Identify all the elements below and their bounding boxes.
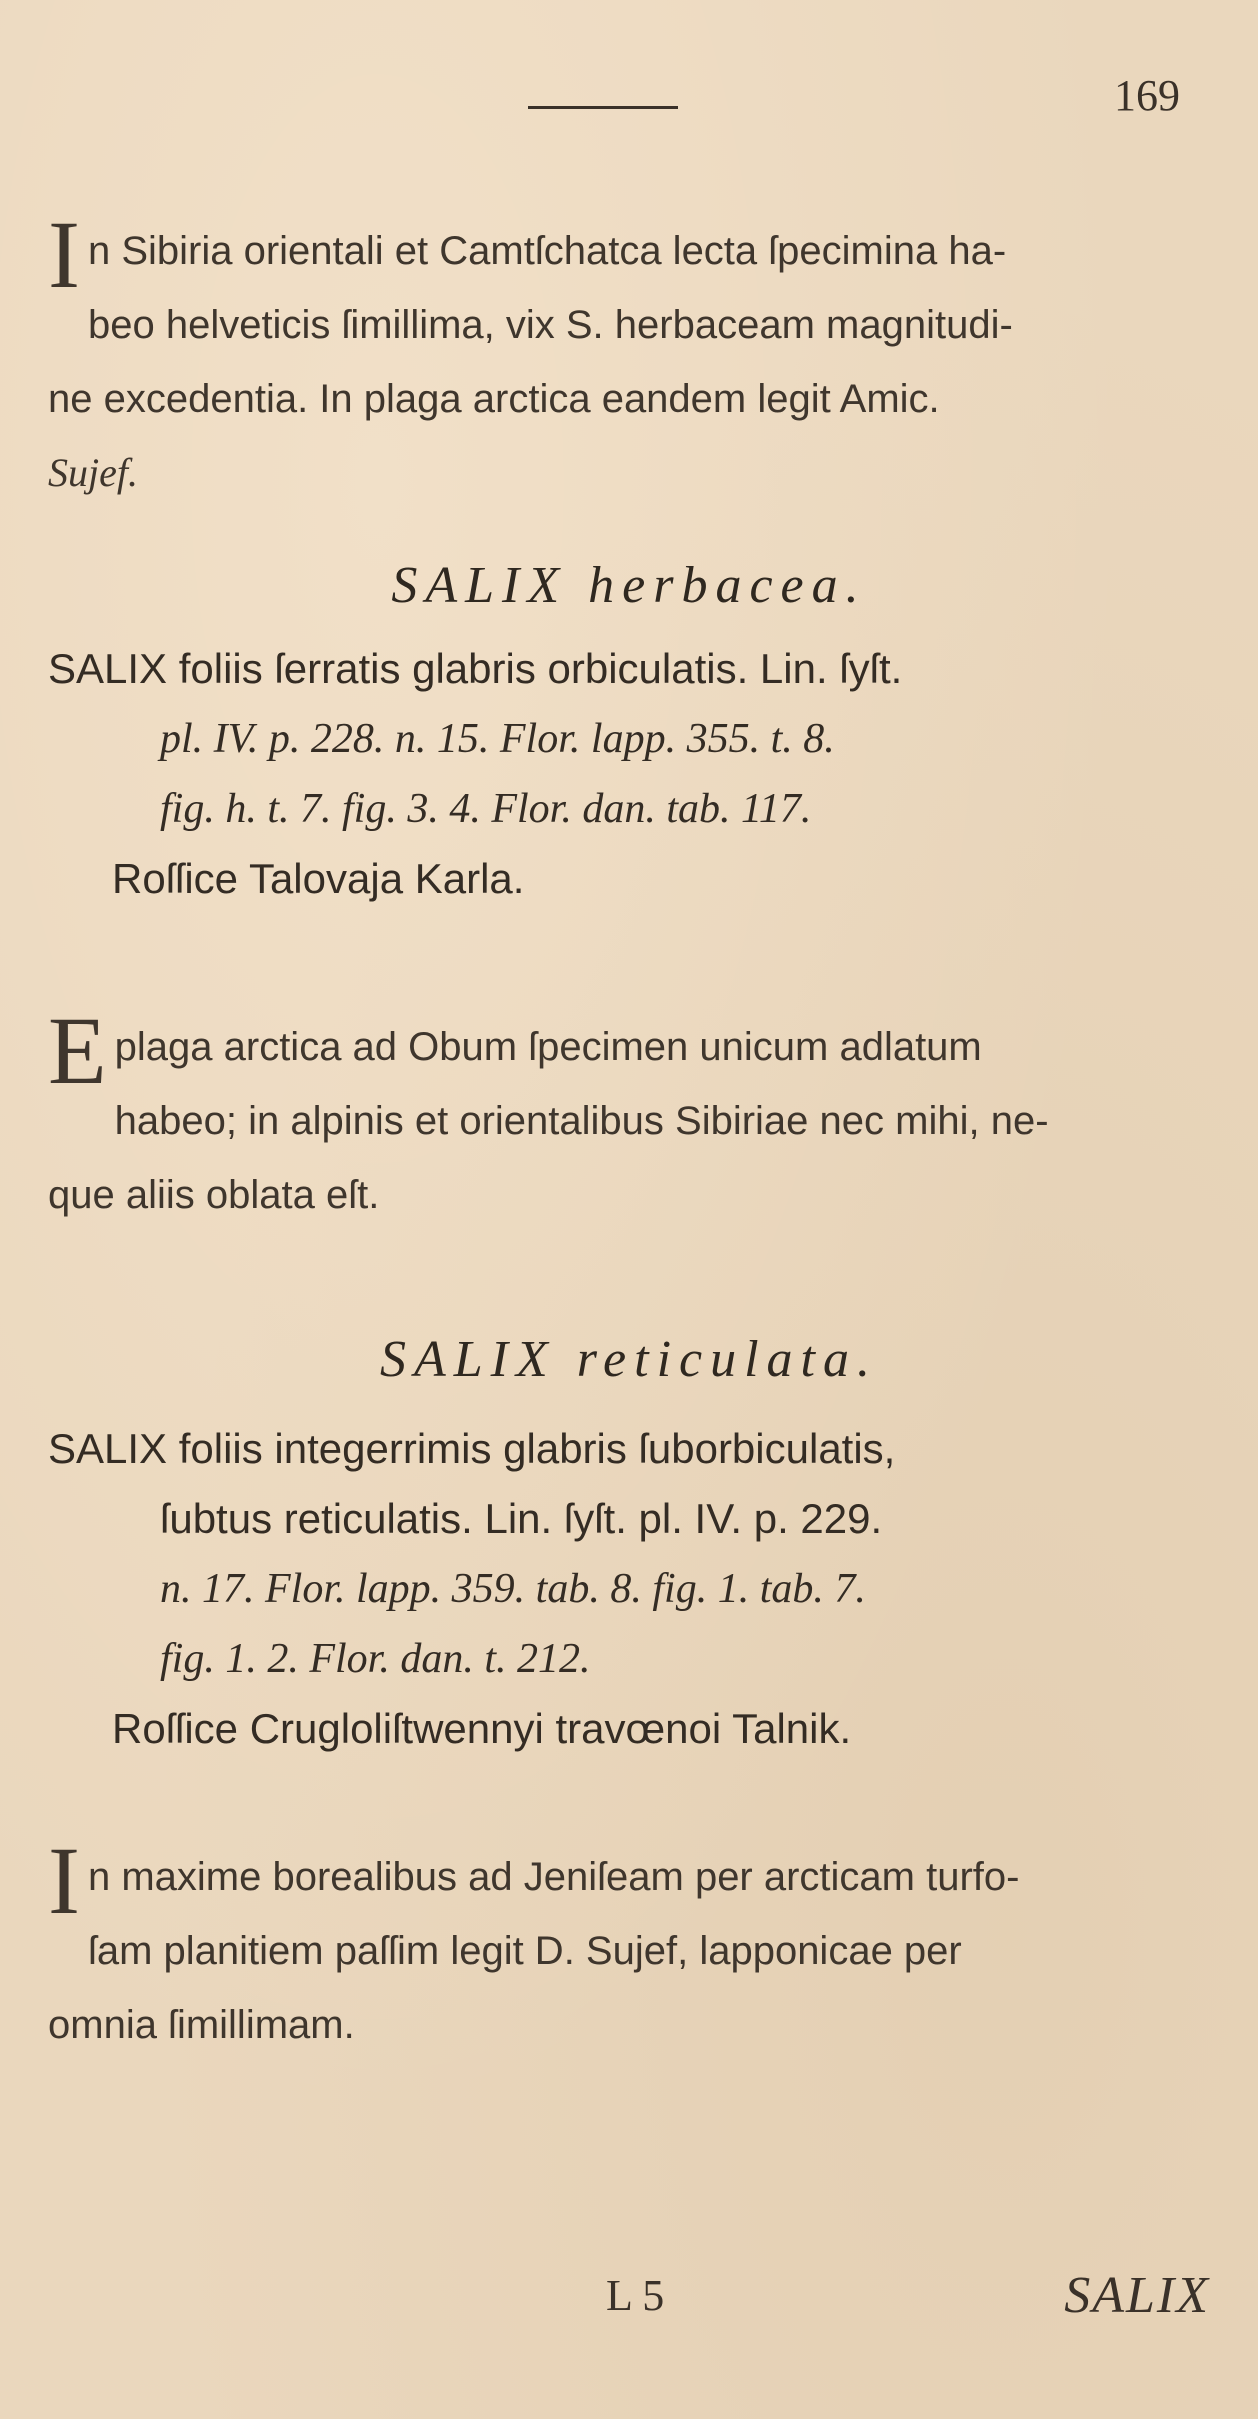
- entry-line: SALIX foliis integerrimis glabris ſuborbiculatis,: [48, 1425, 896, 1472]
- signature-mark: L 5: [606, 2271, 665, 2320]
- intro-line: beo helveticis ſimillima, vix S. herbaceam magnitudi-: [87, 303, 1013, 347]
- entry-line: Roſſice Talovaja Karla.: [112, 855, 525, 902]
- intro-line: n Sibiria orientali et Camtſchatca lecta ſpecimina ha-: [87, 229, 1007, 273]
- note-line: habeo; in alpinis et orientalibus Sibiriae nec mihi, ne-: [114, 1099, 1049, 1143]
- note-line: que aliis oblata eſt.: [48, 1173, 380, 1217]
- header-rule: [528, 106, 678, 109]
- intro-line: Sujef.: [48, 450, 138, 495]
- catchword: SALIX: [1064, 2267, 1210, 2324]
- note-line: ſam planitiem paſſim legit D. Sujef, lapponicae per: [87, 1929, 962, 1973]
- note-line: omnia ſimillimam.: [48, 2003, 355, 2047]
- intro-line: ne excedentia. In plaga arctica eandem legit Amic.: [48, 377, 940, 421]
- page-number: 169: [1114, 71, 1180, 120]
- note-dropcap: E: [48, 997, 107, 1104]
- note-line: n maxime borealibus ad Jeniſeam per arcticam turfo-: [87, 1855, 1020, 1899]
- entry-line: fig. 1. 2. Flor. dan. t. 212.: [160, 1636, 591, 1682]
- species-entry-reticulata: [48, 1414, 1208, 1764]
- note-line: plaga arctica ad Obum ſpecimen unicum adlatum: [114, 1025, 982, 1069]
- species-heading-herbacea: SALIX herbacea.: [391, 557, 867, 614]
- note-dropcap: I: [48, 1827, 80, 1934]
- reticulata-note-paragraph: [48, 1827, 1188, 2062]
- entry-line: n. 17. Flor. lapp. 359. tab. 8. fig. 1. tab. 7.: [160, 1566, 866, 1612]
- entry-line: SALIX foliis ſerratis glabris orbiculatis. Lin. ſyſt.: [48, 645, 903, 692]
- species-heading-reticulata: SALIX reticulata.: [379, 1331, 879, 1388]
- herbacea-note-paragraph: [48, 997, 1188, 1232]
- entry-line: ſubtus reticulatis. Lin. ſyſt. pl. IV. p. 229.: [160, 1495, 883, 1542]
- entry-line: fig. h. t. 7. fig. 3. 4. Flor. dan. tab. 117.: [160, 786, 812, 832]
- species-entry-herbacea: [48, 634, 1208, 914]
- entry-line: pl. IV. p. 228. n. 15. Flor. lapp. 355. t. 8.: [160, 716, 835, 762]
- intro-dropcap: I: [48, 201, 80, 308]
- intro-paragraph: [48, 201, 1188, 510]
- entry-line: Roſſice Crugloliſtwennyi travœnoi Talnik.: [112, 1705, 852, 1752]
